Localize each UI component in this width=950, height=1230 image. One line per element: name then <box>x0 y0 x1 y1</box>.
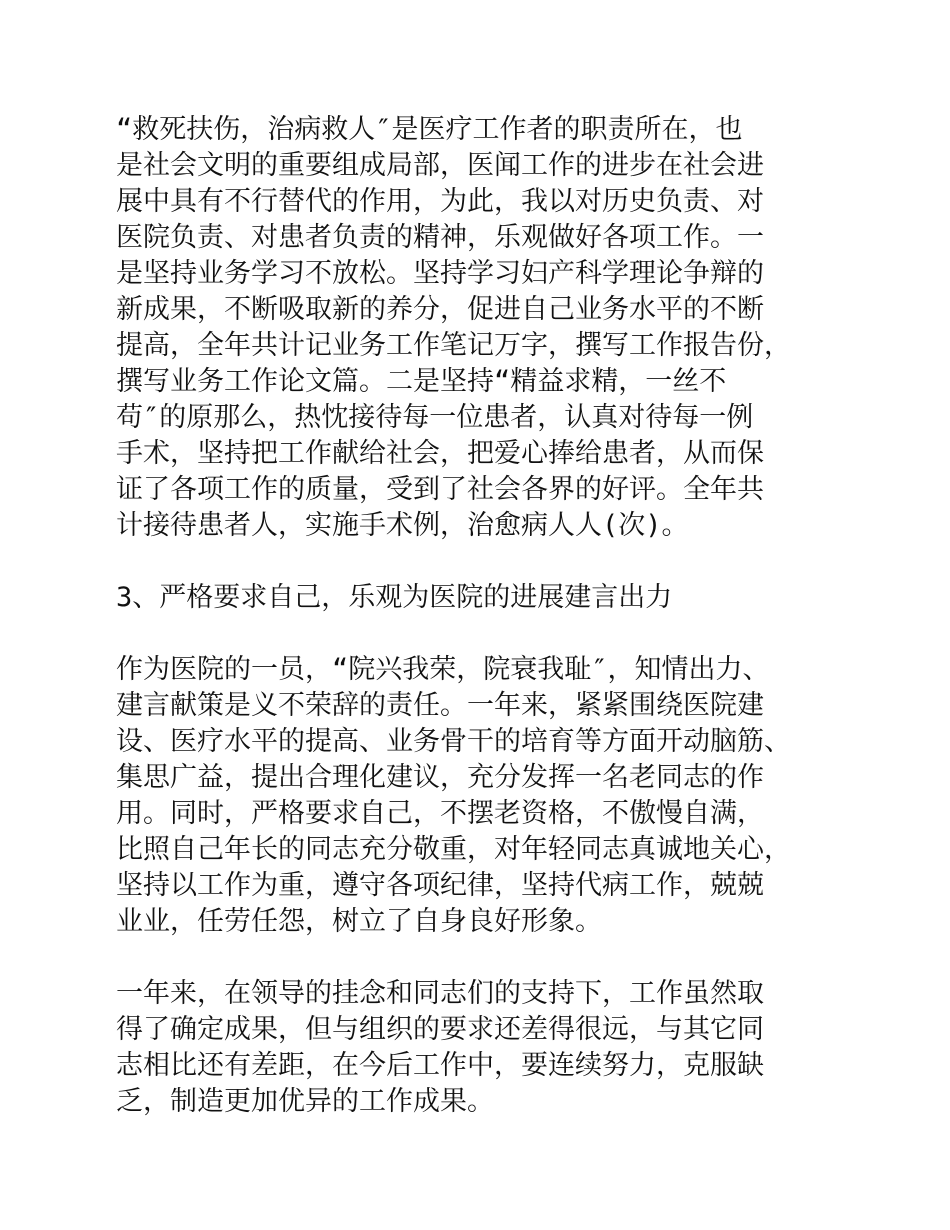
paragraph-spacer <box>116 544 828 580</box>
text-line: 医院负责、对患者负责的精神，乐观做好各项工作。一 <box>116 222 764 253</box>
text-line: 建言献策是义不荣辞的责任。一年来，紧紧围绕医院建 <box>116 690 764 721</box>
text-line: “救死扶伤，治病救人″是医疗工作者的职责所在，也 <box>116 114 743 145</box>
text-line: 新成果，不断吸取新的养分，促进自己业务水平的不断 <box>116 294 764 325</box>
document-body <box>116 112 828 1120</box>
text-line: 提高，全年共计记业务工作笔记万字，撰写工作报告份， <box>116 330 791 361</box>
text-line: 一年来，在领导的挂念和同志们的支持下，工作虽然取 <box>116 978 764 1009</box>
text-line: 是坚持业务学习不放松。坚持学习妇产科学理论争辩的 <box>116 258 764 289</box>
paragraph-spacer <box>116 616 828 652</box>
heading-line: 3、严格要求自己，乐观为医院的进展建言出力 <box>116 582 673 613</box>
text-line: 苟″的原那么，热忱接待每一位患者，认真对待每一例 <box>116 402 754 433</box>
text-line: 集思广益，提出合理化建议，充分发挥一名老同志的作 <box>116 762 764 793</box>
text-line: 作为医院的一员，“院兴我荣，院衰我耻″，知情出力、 <box>116 654 770 685</box>
text-line: 是社会文明的重要组成局部，医闻工作的进步在社会进 <box>116 150 764 181</box>
section-heading <box>116 580 828 616</box>
text-line: 坚持以工作为重，遵守各项纪律，坚持代病工作，兢兢 <box>116 870 764 901</box>
text-line: 得了确定成果，但与组织的要求还差得很远，与其它同 <box>116 1014 764 1045</box>
text-line: 乏，制造更加优异的工作成果。 <box>116 1086 494 1117</box>
paragraph-suggestions <box>116 652 828 940</box>
text-line: 手术，坚持把工作献给社会，把爱心捧给患者，从而保 <box>116 438 764 469</box>
text-line: 志相比还有差距，在今后工作中，要连续努力，克服缺 <box>116 1050 764 1081</box>
paragraph-spacer <box>116 940 828 976</box>
text-line: 业业，任劳任怨，树立了自身良好形象。 <box>116 906 602 937</box>
text-line: 证了各项工作的质量，受到了社会各界的好评。全年共 <box>116 474 764 505</box>
text-line: 比照自己年长的同志充分敬重，对年轻同志真诚地关心， <box>116 834 791 865</box>
paragraph-conclusion <box>116 976 828 1120</box>
paragraph-duties <box>116 112 828 544</box>
text-line: 计接待患者人，实施手术例，治愈病人人(次)。 <box>116 510 689 541</box>
text-line: 用。同时，严格要求自己，不摆老资格，不傲慢自满， <box>116 798 764 829</box>
text-line: 设、医疗水平的提高、业务骨干的培育等方面开动脑筋、 <box>116 726 791 757</box>
text-line: 展中具有不行替代的作用，为此，我以对历史负责、对 <box>116 186 764 217</box>
text-line: 撰写业务工作论文篇。二是坚持“精益求精，一丝不 <box>116 366 727 397</box>
